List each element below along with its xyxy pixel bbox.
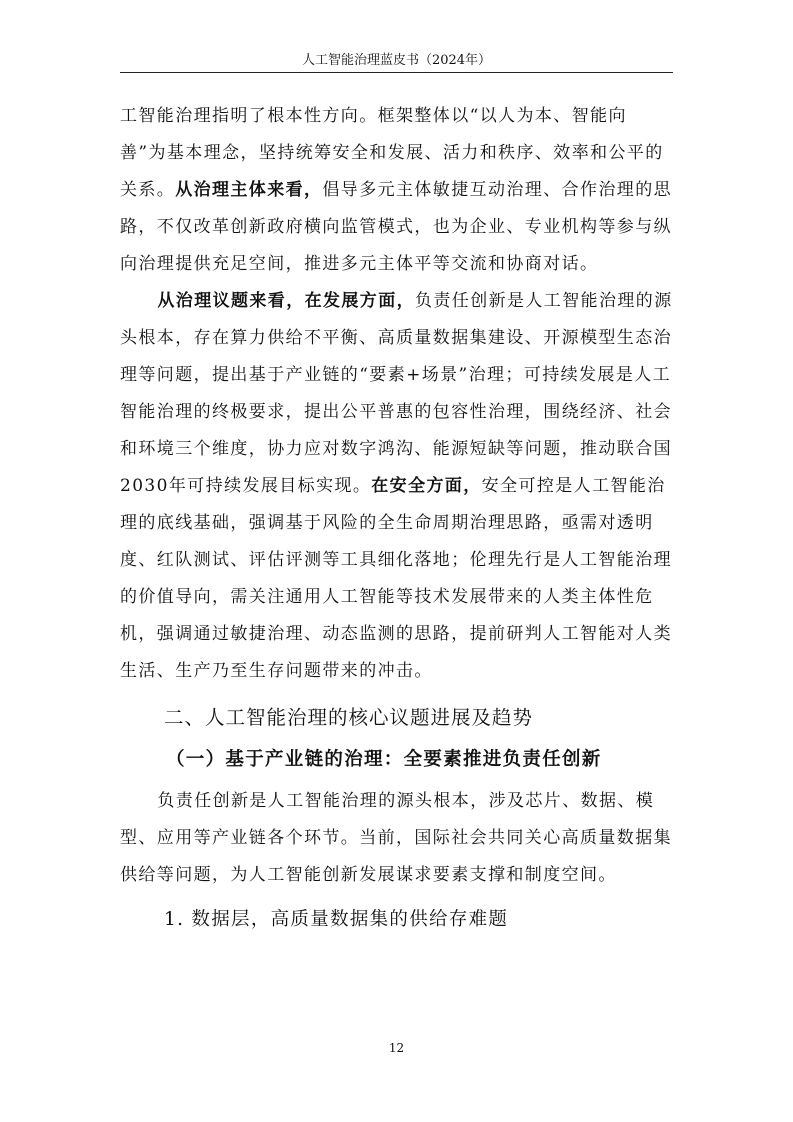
paragraph-text: 倡导多元主体敏捷互动治理、合作治理的思路，不仅改革创新政府横向监管模式，也为企业、专业机构等参与纵向治理提供充足空间，推进多元主体平等交流和协商对话。 [120, 180, 673, 274]
bold-lead-topics: 从治理议题来看，在发展方面， [157, 291, 415, 311]
subsection-heading: （一）基于产业链的治理：全要素推进负责任创新 [166, 749, 602, 770]
paragraph-framework [120, 98, 673, 283]
paragraph-responsible-innovation: 负责任创新是人工智能治理的源头根本，涉及芯片、数据、模型、应用等产业链各个环节。当前，国际社会共同关心高质量数据集供给等问题，为人工智能创新发展谋求要素支撑和制度空间。 [120, 791, 672, 885]
paragraph-text: 负责任创新是人工智能治理的源头根本，存在算力供给不平衡、高质量数据集建设、开源模型生态治理等问题，提出基于产业链的“要素+场景”治理；可持续发展是人工智能治理的终极要求，提出公平普惠的包容性治理，围绕经济、社会和环境三个维度，协力应对数字鸿沟、能源短缺等问题，推动联合国2030年可持续发展目标实现。 [120, 291, 673, 496]
page-number: 12 [388, 1041, 405, 1055]
paragraph-text: 安全可控是人工智能治理的底线基础，强调基于风险的全生命周期治理思路，亟需对透明度、红队测试、评估评测等工具细化落地；伦理先行是人工智能治理的价值导向，需关注通用人工智能等技术发展带来的人类主体性危机，强调通过敏捷治理、动态监测的思路，提前研判人工智能对人类生活、生产乃至生存问题带来的冲击。 [120, 476, 672, 681]
running-header: 人工智能治理蓝皮书（2024年） [301, 53, 492, 68]
paragraph-text: 工智能治理指明了根本性方向。框架整体以“以人为本、智能向善”为基本理念，坚持统筹安全和发展、活力和秩序、效率和公平的关系。 [120, 106, 664, 200]
section-heading: 二、人工智能治理的核心议题进展及趋势 [164, 706, 534, 729]
bold-lead-security: 在安全方面， [371, 476, 482, 496]
paragraph-topics [120, 283, 673, 690]
header-divider [120, 72, 673, 73]
subsubsection-heading: 1. 数据层，高质量数据集的供给存难题 [164, 909, 509, 930]
document-body [120, 98, 673, 940]
bold-lead-subject: 从治理主体来看， [175, 180, 323, 200]
